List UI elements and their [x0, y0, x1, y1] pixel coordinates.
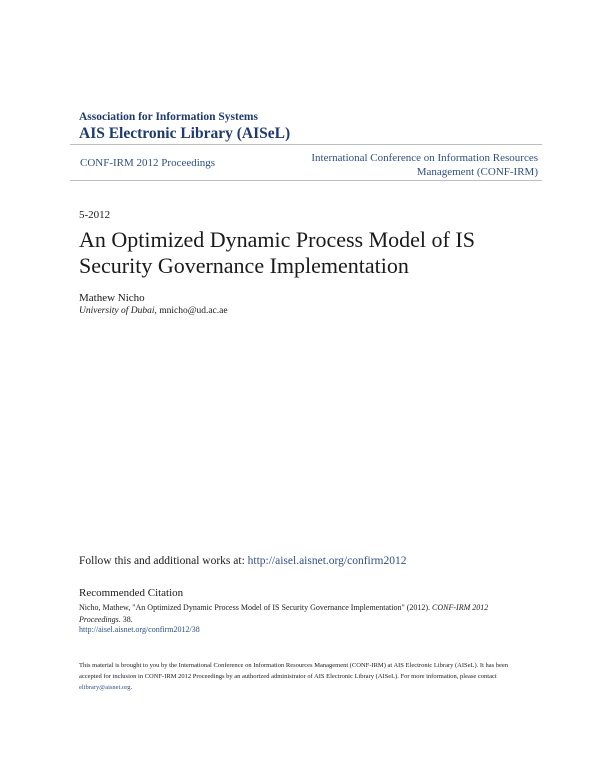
conference-link-line2[interactable]: Management (CONF-IRM) [416, 166, 538, 178]
follow-line [79, 555, 407, 567]
follow-label: Follow this and additional works at: [79, 555, 248, 567]
contact-email-link[interactable]: elibrary@aisnet.org [79, 684, 131, 691]
access-notice [79, 660, 519, 693]
affiliation-institution: University of Dubai [79, 306, 155, 316]
publication-date: 5-2012 [79, 209, 111, 221]
article-title [79, 227, 539, 279]
affiliation-email: , mnicho@ud.ac.ae [154, 306, 228, 316]
author-affiliation [79, 306, 228, 316]
notice-end: . [130, 684, 133, 691]
citation-journal: CONF-IRM 2012 Proceedings [79, 603, 489, 624]
top-divider [70, 144, 542, 145]
bottom-divider [70, 180, 542, 181]
org-name[interactable]: Association for Information Systems [79, 111, 258, 123]
title-line2: Security Governance Implementation [79, 253, 409, 278]
author-name: Mathew Nicho [79, 292, 145, 304]
citation-link[interactable]: http://aisel.aisnet.org/confirm2012/38 [79, 625, 200, 634]
citation-heading: Recommended Citation [79, 587, 184, 599]
citation-text [79, 602, 509, 625]
citation-body: Nicho, Mathew, "An Optimized Dynamic Process Model of IS Security Governance Implementation" (2012). [79, 603, 433, 612]
org-header [79, 111, 290, 143]
citation-suffix: . 38. [118, 614, 133, 624]
notice-text: This material is brought to you by the International Conference on Information Resources Management (CONF-IRM) at AIS Electronic Library (AISeL). It has been accepted for inclusion in CONF-IRM 2012 Proceedings by an authorized administrator of AIS Electronic Library (AISeL). For more information, please contact [79, 662, 509, 680]
title-line1: An Optimized Dynamic Process Model of IS [79, 227, 475, 252]
conference-link-line1[interactable]: International Conference on Information Resources [311, 152, 538, 164]
library-name[interactable]: AIS Electronic Library (AISeL) [79, 125, 291, 142]
conference-link[interactable] [288, 151, 538, 179]
proceedings-link[interactable]: CONF-IRM 2012 Proceedings [80, 157, 216, 169]
follow-link[interactable]: http://aisel.aisnet.org/confirm2012 [247, 555, 407, 567]
